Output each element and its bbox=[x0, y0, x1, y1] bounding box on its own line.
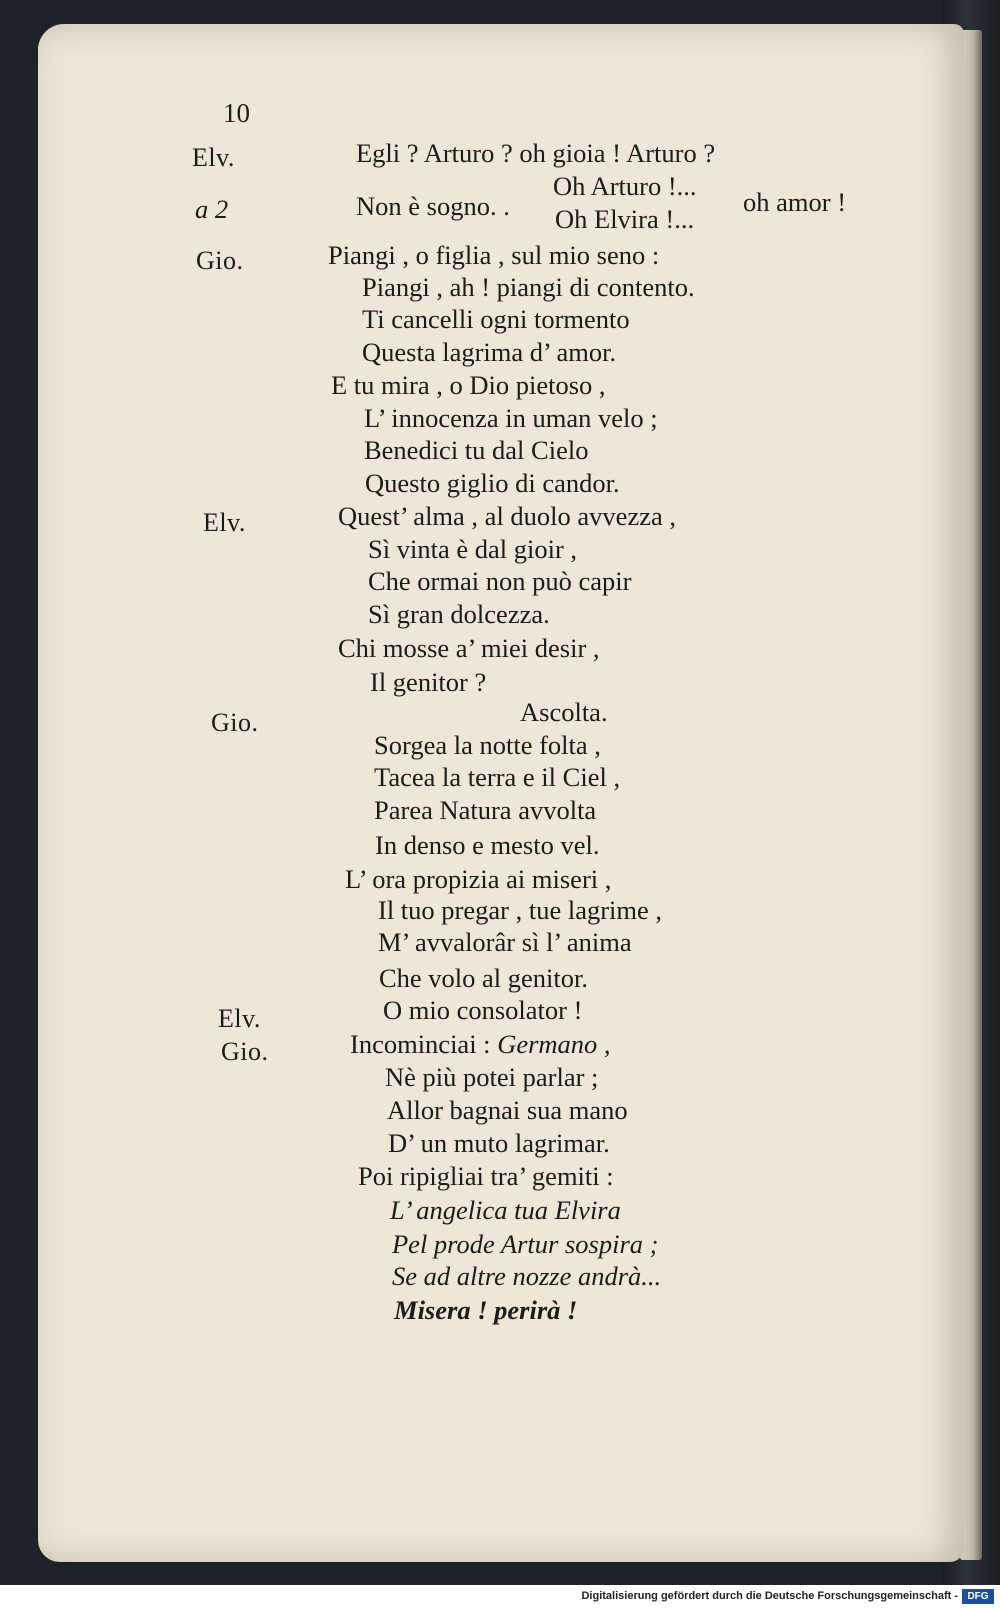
verse-line: Parea Natura avvolta bbox=[374, 795, 597, 825]
duet-lower-voice: Oh Elvira !... bbox=[555, 204, 695, 234]
verse-line: Sorgea la notte folta , bbox=[374, 730, 601, 760]
verse-line: Che ormai non può capir bbox=[368, 566, 632, 596]
book-page bbox=[38, 24, 964, 1562]
verse-line: Piangi , o figlia , sul mio seno : bbox=[328, 240, 660, 270]
verse-line: Sì gran dolcezza. bbox=[368, 599, 550, 629]
verse-line: Ti cancelli ogni tormento bbox=[362, 304, 630, 334]
verse-line: L’ innocenza in uman velo ; bbox=[364, 403, 658, 433]
verse-line: Egli ? Arturo ? oh gioia ! Arturo ? bbox=[356, 138, 716, 168]
verse-line: Quest’ alma , al duolo avvezza , bbox=[338, 501, 676, 531]
verse-italic-text: Germano , bbox=[497, 1029, 611, 1059]
verse-line: Chi mosse a’ miei desir , bbox=[338, 633, 600, 663]
verse-line-prefix: Non è sogno. . bbox=[356, 191, 510, 221]
verse-line-italic: Pel prode Artur sospira ; bbox=[392, 1229, 659, 1259]
verse-line bbox=[350, 1031, 611, 1058]
speaker-label: Elv. bbox=[192, 143, 235, 172]
verse-line: Questo giglio di candor. bbox=[365, 468, 620, 498]
verse-line-italic: Se ad altre nozze andrà... bbox=[392, 1261, 662, 1291]
verse-line: Nè più potei parlar ; bbox=[385, 1062, 599, 1092]
speaker-label: Elv. bbox=[218, 1004, 261, 1033]
verse-line: D’ un muto lagrimar. bbox=[388, 1128, 610, 1158]
verse-line: Poi ripigliai tra’ gemiti : bbox=[358, 1161, 614, 1191]
verse-line: Il genitor ? bbox=[370, 667, 487, 697]
speaker-label: Gio. bbox=[211, 708, 259, 737]
verse-line: O mio consolator ! bbox=[383, 995, 583, 1025]
dfg-logo: DFG bbox=[962, 1589, 994, 1604]
verse-line: Ascolta. bbox=[520, 697, 608, 727]
verse-line: M’ avvalorâr sì l’ anima bbox=[378, 927, 632, 957]
verse-line: E tu mira , o Dio pietoso , bbox=[331, 370, 606, 400]
verse-line: Piangi , ah ! piangi di contento. bbox=[362, 272, 695, 302]
verse-line-italic: L’ angelica tua Elvira bbox=[390, 1195, 621, 1225]
verse-line: Che volo al genitor. bbox=[379, 963, 589, 993]
speaker-label: Gio. bbox=[221, 1037, 269, 1066]
digitization-footer bbox=[0, 1585, 1000, 1609]
verse-line-suffix: oh amor ! bbox=[743, 187, 847, 217]
verse-line: Allor bagnai sua mano bbox=[387, 1095, 628, 1125]
speaker-label: Elv. bbox=[203, 508, 246, 537]
footer-credit: Digitalisierung gefördert durch die Deutsche Forschungsgemeinschaft - bbox=[581, 1590, 958, 1602]
speaker-label: a 2 bbox=[195, 194, 229, 224]
verse-line: Benedici tu dal Cielo bbox=[364, 435, 589, 465]
verse-line: In denso e mesto vel. bbox=[375, 830, 600, 860]
verse-line-italic: Misera ! perirà ! bbox=[394, 1295, 578, 1325]
duet-upper-voice: Oh Arturo !... bbox=[553, 171, 697, 201]
verse-line: Questa lagrima d’ amor. bbox=[362, 337, 617, 367]
verse-line: L’ ora propizia ai miseri , bbox=[345, 864, 612, 894]
verse-line: Sì vinta è dal gioir , bbox=[368, 534, 578, 564]
page-number: 10 bbox=[223, 98, 250, 128]
verse-text: Incominciai : bbox=[350, 1029, 491, 1059]
speaker-label: Gio. bbox=[196, 246, 244, 275]
verse-line: Tacea la terra e il Ciel , bbox=[374, 762, 621, 792]
verse-line: Il tuo pregar , tue lagrime , bbox=[378, 895, 663, 925]
